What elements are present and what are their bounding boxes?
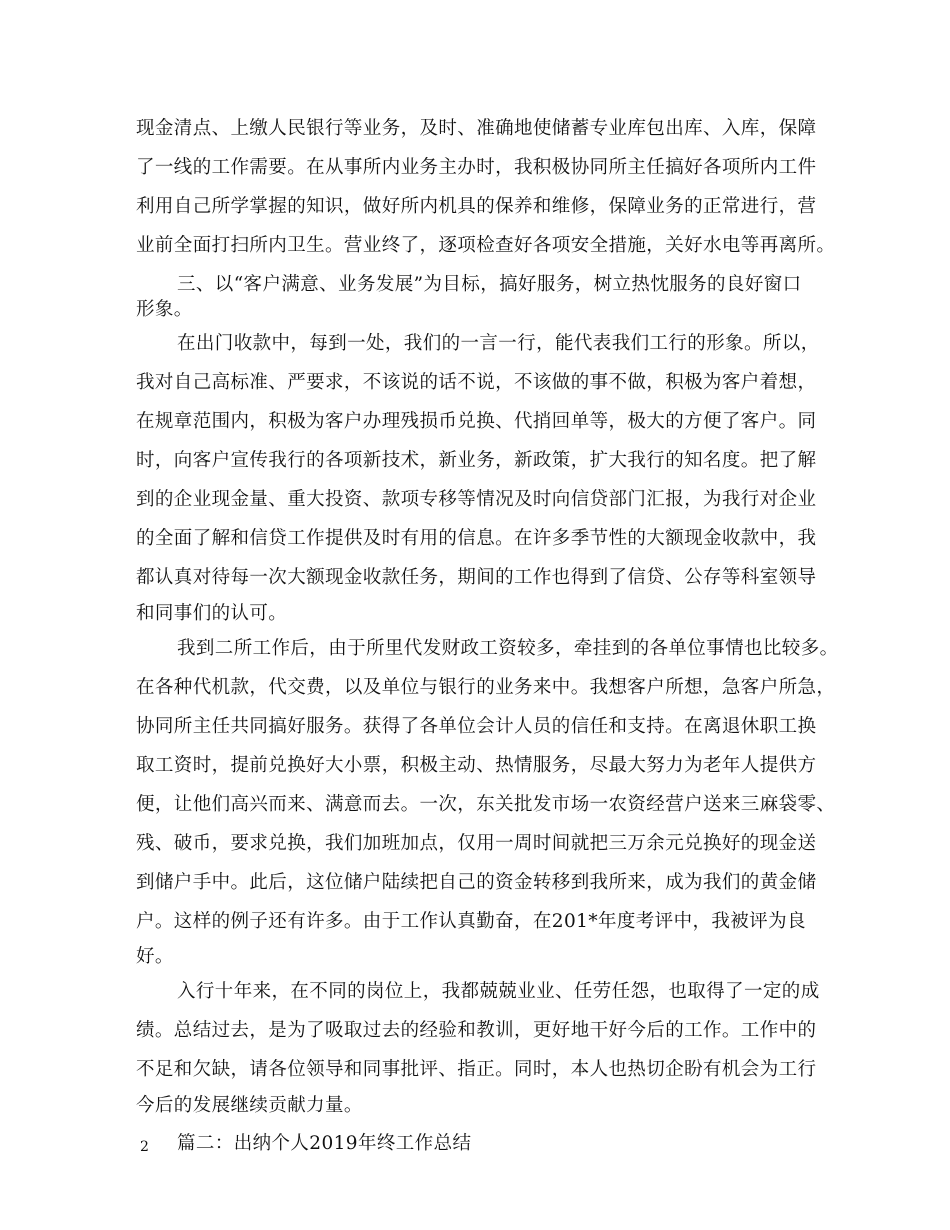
text-line: 取工资时，提前兑换好大小票，积极主动、热情服务，尽最大努力为老年人提供方: [136, 755, 817, 776]
text-line: 时，向客户宣传我行的各项新技术，新业务，新政策，扩大我行的知名度。把了解: [136, 450, 817, 471]
text-line: 利用自己所学掌握的知识，做好所内机具的保养和维修，保障业务的正常进行，营: [136, 196, 817, 217]
text-line: 在出门收款中，每到一处，我们的一言一行，能代表我们工行的形象。所以，: [177, 333, 820, 354]
text-line: 三、以“客户满意、业务发展”为目标，搞好服务，树立热忱服务的良好窗口: [177, 274, 802, 295]
text-line: 协同所主任共同搞好服务。获得了各单位会计人员的信任和支持。在离退休职工换: [136, 716, 817, 737]
text-line: 好。: [136, 946, 174, 967]
text-line: 不足和欠缺，请各位领导和同事批评、指正。同时，本人也热切企盼有机会为工行: [136, 1059, 817, 1080]
text-line: 户。这样的例子还有许多。由于工作认真勤奋，在201*年度考评中，我被评为良: [136, 911, 806, 932]
text-line: 在各种代机款，代交费，以及单位与银行的业务来中。我想客户所想，急客户所急，: [136, 677, 836, 698]
text-line: 绩。总结过去，是为了吸取过去的经验和教训，更好地干好今后的工作。工作中的: [136, 1020, 817, 1041]
text-line: 我对自己高标准、严要求，不该说的话不说，不该做的事不做，积极为客户着想，: [136, 372, 817, 393]
text-line: 的全面了解和信贷工作提供及时有用的信息。在许多季节性的大额现金收款中，我: [136, 528, 817, 549]
text-line: 都认真对待每一次大额现金收款任务，期间的工作也得到了信贷、公存等科室领导: [136, 567, 817, 588]
text-line: 现金清点、上缴人民银行等业务，及时、准确地使储蓄专业库包出库、入库，保障: [136, 118, 817, 139]
text-line: 在规章范围内，积极为客户办理残损币兑换、代捎回单等，极大的方便了客户。同: [136, 411, 817, 432]
text-line: 形象。: [136, 299, 193, 320]
text-line: 入行十年来，在不同的岗位上，我都兢兢业业、任劳任怨，也取得了一定的成: [177, 981, 820, 1002]
page-number: 2: [140, 1139, 149, 1155]
text-line: 到的企业现金量、重大投资、款项专移等情况及时向信贷部门汇报，为我行对企业: [136, 489, 817, 510]
text-line: 残、破币，要求兑换，我们加班加点，仅用一周时间就把三万余元兑换好的现金送: [136, 833, 817, 854]
text-line: 了一线的工作需要。在从事所内业务主办时，我积极协同所主任搞好各项所内工件: [136, 157, 817, 178]
text-line: 我到二所工作后，由于所里代发财政工资较多，牵挂到的各单位事情也比较多。: [177, 638, 839, 659]
text-line: 今后的发展继续贡献力量。: [136, 1095, 363, 1116]
text-line: 篇二：出纳个人2019年终工作总结: [177, 1133, 472, 1154]
text-line: 便，让他们高兴而来、满意而去。一次，东关批发市场一农资经营户送来三麻袋零、: [136, 794, 836, 815]
text-line: 到储户手中。此后，这位储户陆续把自己的资金转移到我所来，成为我们的黄金储: [136, 872, 817, 893]
text-line: 和同事们的认可。: [136, 603, 288, 624]
text-line: 业前全面打扫所内卫生。营业终了，逐项检查好各项安全措施，关好水电等再离所。: [136, 235, 836, 256]
